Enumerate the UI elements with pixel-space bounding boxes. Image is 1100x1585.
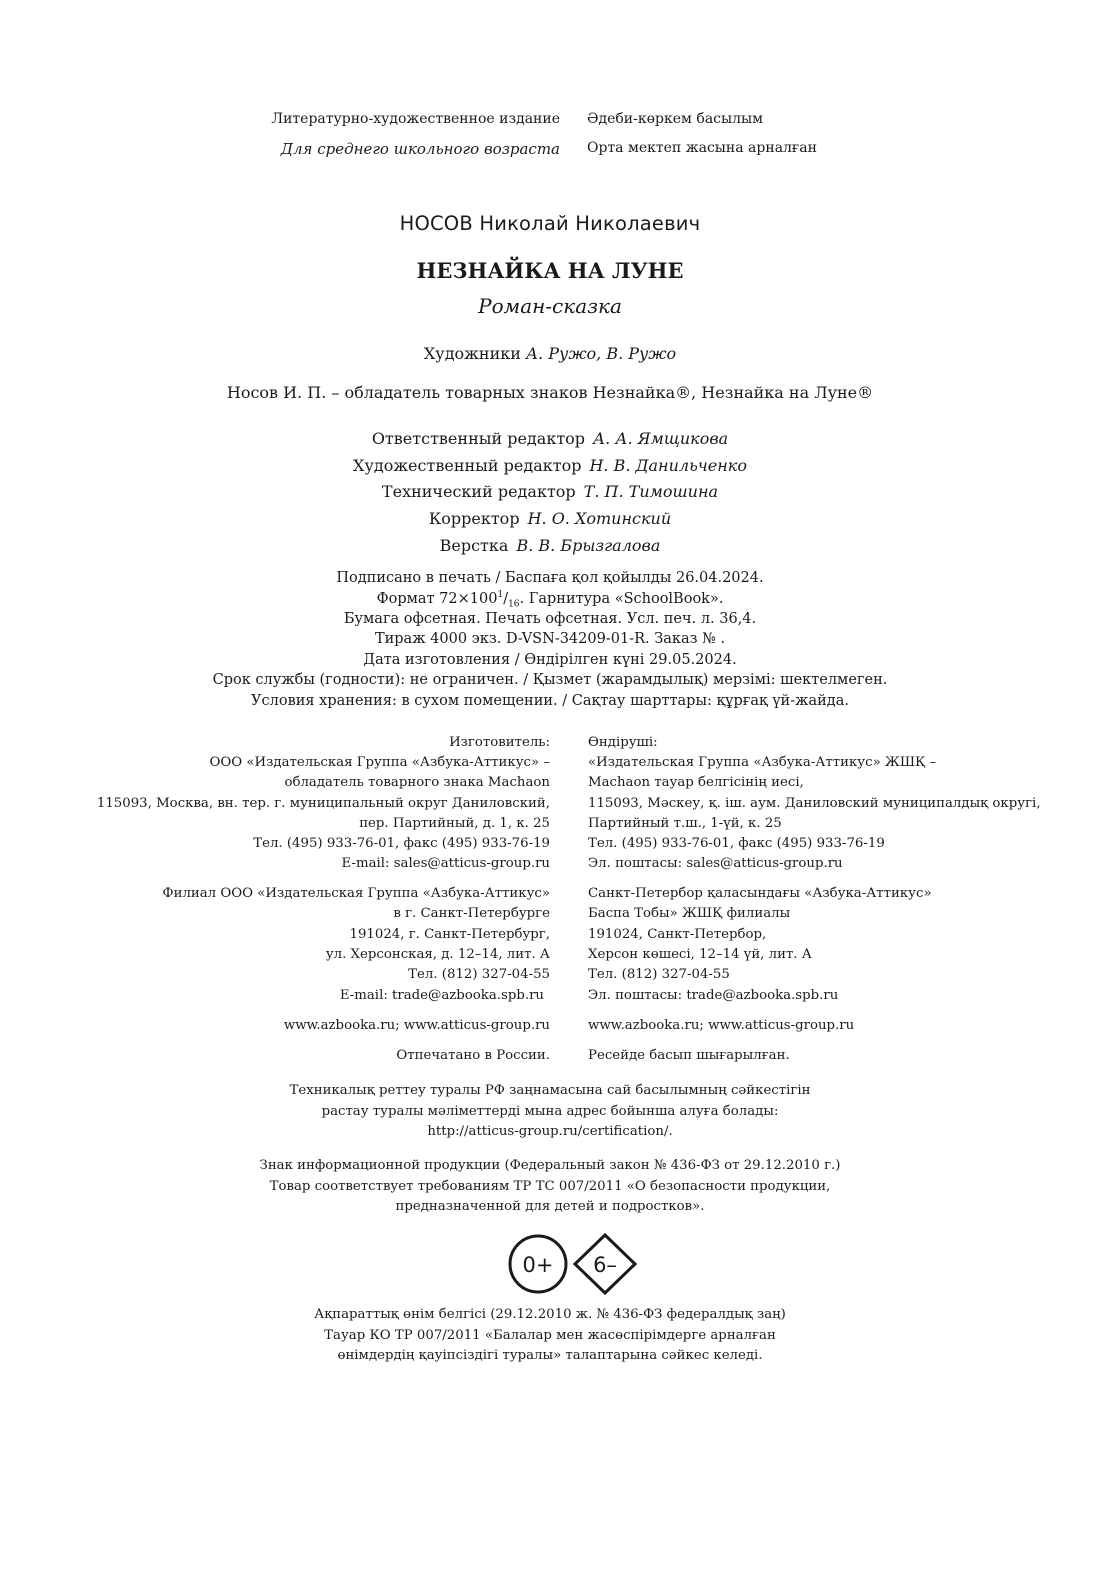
manufacturer-ru-email: E-mail: sales@atticus-group.ru [341,856,550,871]
website-ru: www.azbooka.ru; www.atticus-group.ru [283,1018,550,1033]
age-circle-badge [510,1236,566,1292]
staff-role: Корректор [428,509,520,528]
manufacturer-kk-line: 115093, Мәскеу, қ. іш. аум. Даниловский муниципалдық округі, [588,796,1041,811]
cert-line: Техникалық реттеу туралы РФ заңнамасына сай басылымның сәйкестігін [289,1083,811,1098]
staff-line [0,429,1100,448]
edition-type-ru: Литературно-художественное издание [271,111,560,127]
staff-name: Н. В. Данильченко [589,456,747,475]
book-author: НОСОВ Николай Николаевич [399,212,701,235]
imprint-format: Формат $72\times 100^1/_{16}$. Гарнитура «SchoolBook». [376,590,724,610]
branch-kk-line: Тел. (812) 327-04-55 [588,967,730,982]
staff-name: Н. О. Хотинский [527,509,672,528]
branch-ru-line: Тел. (812) 327-04-55 [408,967,550,982]
manufacturer-ru-line: ООО «Издательская Группа «Азбука-Аттикус» – [209,755,550,770]
staff-line [0,482,1100,501]
staff-name: А. А. Ямщикова [593,429,729,448]
staff-name: Т. П. Тимошина [583,482,719,501]
book-genre: Роман-сказка [478,294,622,318]
cert-line: растау туралы мәліметтерді мына адрес бойынша алуға болады: [321,1104,779,1119]
age-rating-badges [507,1232,641,1296]
info-ru-line: Товар соответствует требованиям ТР ТС 007/2011 «О безопасности продукции, [269,1179,831,1194]
imprint-run: Тираж 4000 экз. D-VSN-34209-01-R. Заказ № . [374,631,726,647]
imprint-format-a: Формат 72×100 [376,590,498,607]
website-kk: www.azbooka.ru; www.atticus-group.ru [588,1018,855,1033]
imprint-format-den: 16 [508,599,520,610]
imprint-signed: Подписано в печать / Баспаға қол қойылды 26.04.2024. [336,570,764,586]
imprint-storage: Условия хранения: в сухом помещении. / Сақтау шарттары: құрғақ үй-жайда. [251,693,849,709]
age-diamond-text: 6– [593,1253,617,1277]
manufacturer-kk-email: Эл. поштасы: sales@atticus-group.ru [588,856,843,871]
staff-line [0,536,1100,555]
info-kk-line: Тауар КО ТР 007/2011 «Балалар мен жасөспірімдерге арналған [324,1328,776,1343]
info-kk-line: Ақпараттық өнім белгісі (29.12.2010 ж. № 436-ФЗ федералдық заң) [314,1307,786,1322]
edition-type-kk: Әдеби-көркем басылым [587,111,764,127]
branch-ru-email: E-mail: trade@azbooka.spb.ru [339,988,544,1003]
branch-kk-line: Баспа Тобы» ЖШҚ филиалы [588,906,791,921]
imprint-paper: Бумага офсетная. Печать офсетная. Усл. печ. л. 36,4. [343,611,757,627]
branch-ru-line: в г. Санкт-Петербурге [393,906,550,921]
info-kk-line: өнімдердің қауіпсіздігі туралы» талаптарына сәйкес келеді. [337,1348,763,1363]
manufacturer-ru-line: обладатель товарного знака Machaon [284,775,550,790]
age-group-kk: Орта мектеп жасына арналған [587,140,817,156]
imprint-format-b: . Гарнитура «SchoolBook». [519,590,724,607]
imprint-made: Дата изготовления / Өндірілген күні 29.05.2024. [363,652,737,668]
age-circle-text: 0+ [522,1253,554,1277]
printed-kk: Ресейде басып шығарылған. [588,1048,790,1063]
manufacturer-kk-line: «Издательская Группа «Азбука-Аттикус» ЖШҚ – [588,755,937,770]
book-title: НЕЗНАЙКА НА ЛУНЕ [416,258,684,283]
branch-ru-line: 191024, г. Санкт-Петербург, [349,927,550,942]
branch-ru-line: Филиал ООО «Издательская Группа «Азбука-Аттикус» [162,886,550,901]
manufacturer-kk-line: Өндіруші: [588,735,658,750]
branch-kk-line: Херсон көшесі, 12–14 үй, лит. А [588,947,812,962]
manufacturer-ru-line: 115093, Москва, вн. тер. г. муниципальный округ Даниловский, [96,796,550,811]
branch-kk-email: Эл. поштасы: trade@azbooka.spb.ru [588,988,839,1003]
artists-label: Художники [423,344,521,363]
staff-role: Технический редактор [381,482,576,501]
manufacturer-ru-line: Тел. (495) 933-76-01, факс (495) 933-76-19 [253,836,550,851]
imprint-format-num: 1 [497,590,504,600]
manufacturer-ru-line: пер. Партийный, д. 1, к. 25 [359,816,550,831]
staff-role: Ответственный редактор [371,429,586,448]
age-diamond-badge [575,1235,635,1293]
staff-name: В. В. Брызгалова [516,536,661,555]
manufacturer-kk-line: Партийный т.ш., 1-үй, к. 25 [588,816,782,831]
branch-kk-line: Санкт-Петербор қаласындағы «Азбука-Аттикус» [588,886,932,901]
artists-names: А. Ружо, В. Ружо [525,344,677,363]
imprint-service: Срок службы (годности): не ограничен. / Қызмет (жарамдылық) мерзімі: шектелмеген. [212,672,888,688]
info-ru-line: предназначенной для детей и подростков». [395,1199,705,1214]
artists-line [0,344,1100,363]
branch-ru-line: ул. Херсонская, д. 12–14, лит. А [325,947,550,962]
staff-line [0,456,1100,475]
info-ru-line: Знак информационной продукции (Федеральный закон № 436-ФЗ от 29.12.2010 г.) [259,1158,841,1173]
staff-role: Художественный редактор [353,456,582,475]
printed-ru: Отпечатано в России. [396,1048,550,1063]
staff-role: Верстка [439,536,509,555]
age-group-ru: Для среднего школьного возраста [280,140,560,158]
cert-link: http://atticus-group.ru/certification/. [427,1124,673,1139]
branch-kk-line: 191024, Санкт-Петербор, [588,927,767,942]
manufacturer-kk-line: Тел. (495) 933-76-01, факс (495) 933-76-19 [588,836,885,851]
staff-line [0,509,1100,528]
manufacturer-kk-line: Machaon тауар белгісінің иесі, [588,775,804,790]
manufacturer-ru-line: Изготовитель: [449,735,550,750]
trademark-note: Носов И. П. – обладатель товарных знаков Незнайка®, Незнайка на Луне® [226,383,874,402]
